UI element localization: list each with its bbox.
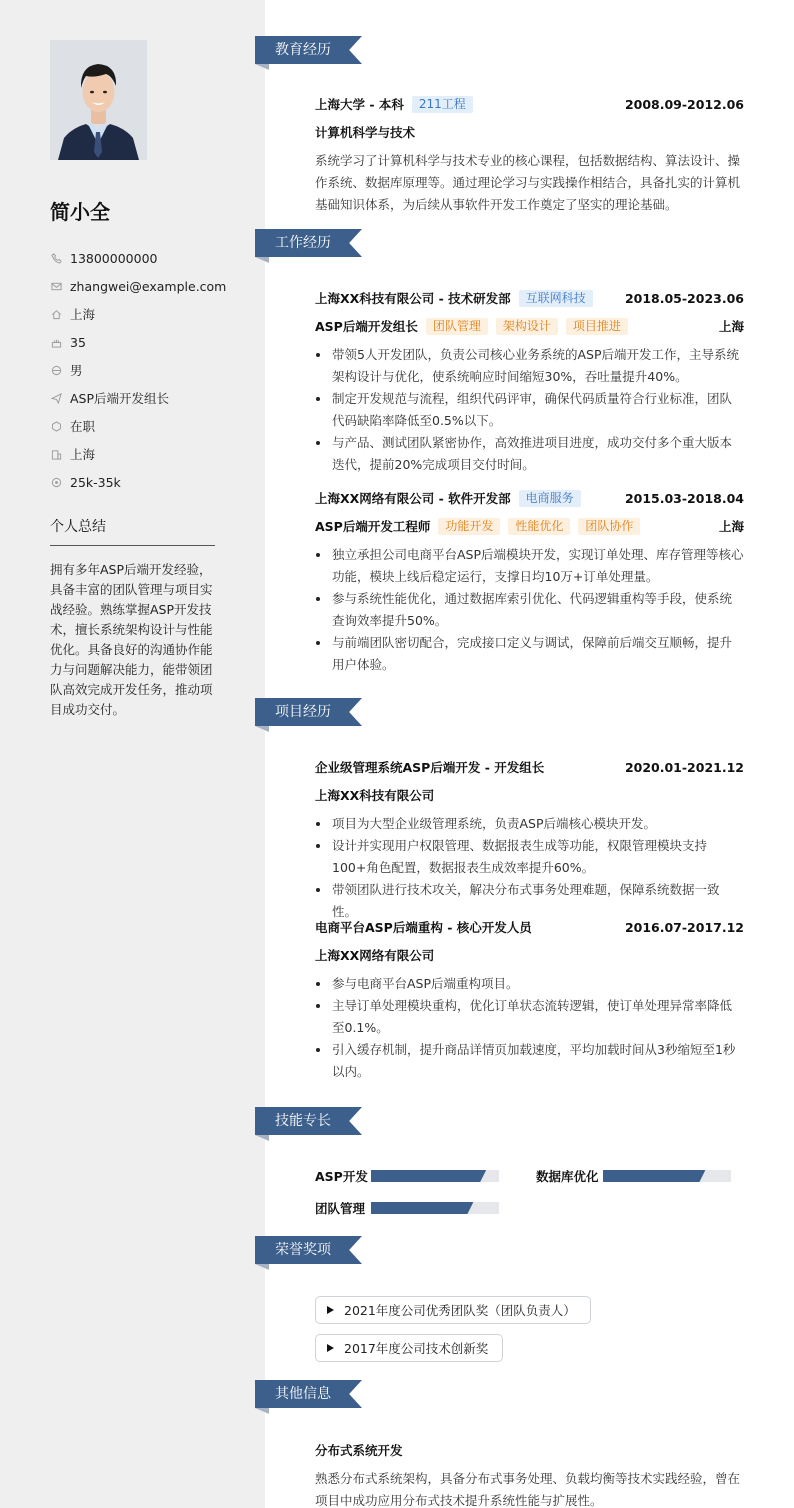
project-title: 企业级管理系统ASP后端开发 - 开发组长 (315, 760, 545, 775)
project-date: 2016.07-2017.12 (624, 919, 744, 935)
section-title: 其他信息 (275, 1386, 331, 1402)
skill-name: 团队管理 (315, 1201, 366, 1216)
main-content (265, 0, 794, 1508)
info-salary-text: 25k-35k (70, 474, 121, 490)
home-icon (50, 308, 62, 320)
work-skill-tag: 项目推进 (566, 318, 628, 335)
project-bullet: 引入缓存机制，提升商品详情页加载速度，平均加载时间从3秒缩短至1秒以内。 (315, 1039, 744, 1083)
city-icon (50, 448, 62, 460)
work-date: 2018.05-2023.06 (624, 290, 744, 306)
work-skill-tag: 团队协作 (578, 518, 640, 535)
summary-title: 个人总结 (50, 516, 215, 546)
education-desc: 系统学习了计算机科学与技术专业的核心课程，包括数据结构、算法设计、操作系统、数据库原理等。通过理论学习与实践操作相结合，具备扎实的计算机基础知识体系，为后续从事软件开发工作奠定了坚实的理论基础。 (315, 153, 741, 212)
project-bullet: 设计并实现用户权限管理、数据报表生成等功能，权限管理模块支持100+角色配置，数据报表生成效率提升60%。 (315, 835, 744, 879)
project-title: 电商平台ASP后端重构 - 核心开发人员 (315, 920, 532, 935)
work-date: 2015.03-2018.04 (624, 490, 744, 506)
project-bullets (315, 973, 744, 1083)
skill-item (315, 1168, 499, 1184)
education-major: 计算机科学与技术 (315, 125, 416, 140)
education-date: 2008.09-2012.06 (624, 96, 744, 112)
work-company: 上海XX网络有限公司 - 软件开发部 (315, 491, 511, 506)
work-skill-tag: 团队管理 (426, 318, 488, 335)
education-tag: 211工程 (412, 96, 473, 113)
info-city-text: 上海 (70, 447, 96, 462)
work-role: ASP后端开发组长 (315, 319, 418, 334)
project-company: 上海XX科技有限公司 (315, 788, 435, 803)
other-desc: 熟悉分布式系统架构，具备分布式事务处理、负载均衡等技术实践经验，曾在项目中成功应用分布式技术提升系统性能与扩展性。 (315, 1471, 741, 1508)
work-bullet: 制定开发规范与流程，组织代码评审，确保代码质量符合行业标准，团队代码缺陷率降低至0.5%以下。 (315, 388, 744, 432)
skill-item (536, 1168, 731, 1184)
work-item (315, 484, 744, 676)
section-title: 技能专长 (275, 1113, 331, 1129)
work-item (315, 284, 744, 476)
section-title: 荣誉奖项 (275, 1242, 331, 1258)
section-title: 教育经历 (275, 42, 331, 58)
work-bullets (315, 544, 744, 676)
info-status-text: 在职 (70, 419, 96, 434)
section-title: 工作经历 (275, 235, 331, 251)
info-age (50, 328, 240, 356)
project-bullets (315, 813, 744, 923)
section-title: 项目经历 (275, 704, 331, 720)
skill-bar-fill (371, 1202, 473, 1214)
award-text: 2021年度公司优秀团队奖（团队负责人） (344, 1303, 576, 1318)
work-bullet: 参与系统性能优化，通过数据库索引优化、代码逻辑重构等手段，使系统查询效率提升50%。 (315, 588, 744, 632)
profile-photo (50, 40, 147, 160)
skill-name: ASP开发 (315, 1169, 368, 1184)
skill-bar-fill (603, 1170, 705, 1182)
work-bullets (315, 344, 744, 476)
award-text: 2017年度公司技术创新奖 (344, 1341, 489, 1356)
work-bullet: 与产品、测试团队紧密协作，高效推进项目进度，成功交付多个重大版本迭代，提前20%完成项目交付时间。 (315, 432, 744, 476)
info-email-text: zhangwei@example.com (70, 278, 227, 294)
info-salary (50, 468, 240, 496)
info-city (50, 440, 240, 468)
contact-info-list (50, 244, 240, 496)
award-item[interactable] (315, 1296, 591, 1324)
skill-bar (603, 1170, 731, 1182)
phone-icon (50, 252, 62, 264)
work-company: 上海XX科技有限公司 - 技术研发部 (315, 291, 511, 306)
caret-right-icon (327, 1344, 334, 1352)
work-skill-tag: 性能优化 (508, 518, 570, 535)
info-home-text: 上海 (70, 307, 96, 322)
work-bullet: 与前端团队密切配合，完成接口定义与调试，保障前后端交互顺畅，提升用户体验。 (315, 632, 744, 676)
info-email (50, 272, 240, 300)
education-school: 上海大学 - 本科 (315, 97, 404, 112)
work-skill-tag: 架构设计 (496, 318, 558, 335)
work-role: ASP后端开发工程师 (315, 519, 431, 534)
salary-icon (50, 476, 62, 488)
skill-bar (371, 1170, 499, 1182)
work-bullet: 带领5人开发团队，负责公司核心业务系统的ASP后端开发工作，主导系统架构设计与优化，使系统响应时间缩短30%，吞吐量提升40%。 (315, 344, 744, 388)
info-age-text: 35 (70, 334, 86, 350)
gender-icon (50, 364, 62, 376)
email-icon (50, 280, 62, 292)
project-item (315, 753, 744, 923)
info-gender (50, 356, 240, 384)
info-position-text: ASP后端开发组长 (70, 391, 170, 406)
award-item[interactable] (315, 1334, 503, 1362)
skill-bar-fill (371, 1170, 486, 1182)
project-bullet: 参与电商平台ASP后端重构项目。 (315, 973, 744, 995)
project-bullet: 带领团队进行技术攻关，解决分布式事务处理难题，保障系统数据一致性。 (315, 879, 744, 923)
info-gender-text: 男 (70, 363, 83, 378)
info-position (50, 384, 240, 412)
sidebar (0, 0, 265, 1508)
summary-text: 拥有多年ASP后端开发经验，具备丰富的团队管理与项目实战经验。熟练掌握ASP开发技术，擅长系统架构设计与性能优化。具备良好的沟通协作能力与问题解决能力，能带领团队高效完成开发任务，推动项目成功交付。 (50, 562, 213, 717)
project-item (315, 913, 744, 1083)
info-phone-text: 13800000000 (70, 250, 158, 266)
status-icon (50, 420, 62, 432)
skill-item (315, 1200, 499, 1216)
other-block (315, 1436, 744, 1508)
age-icon (50, 336, 62, 348)
other-title: 分布式系统开发 (315, 1443, 403, 1458)
project-bullet: 主导订单处理模块重构，优化订单状态流转逻辑，使订单处理异常率降低至0.1%。 (315, 995, 744, 1039)
profile-name: 简小全 (50, 200, 110, 224)
work-city: 上海 (718, 519, 744, 534)
work-skill-tag: 功能开发 (438, 518, 500, 535)
work-city: 上海 (718, 319, 744, 334)
skill-name: 数据库优化 (536, 1169, 599, 1184)
info-home (50, 300, 240, 328)
info-phone (50, 244, 240, 272)
work-bullet: 独立承担公司电商平台ASP后端模块开发，实现订单处理、库存管理等核心功能，模块上线后稳定运行，支撑日均10万+订单处理量。 (315, 544, 744, 588)
work-industry-tag: 互联网科技 (519, 290, 593, 307)
caret-right-icon (327, 1306, 334, 1314)
work-industry-tag: 电商服务 (519, 490, 581, 507)
project-bullet: 项目为大型企业级管理系统，负责ASP后端核心模块开发。 (315, 813, 744, 835)
info-status (50, 412, 240, 440)
education-block (315, 90, 744, 216)
position-icon (50, 392, 62, 404)
project-company: 上海XX网络有限公司 (315, 948, 435, 963)
skill-bar (371, 1202, 499, 1214)
project-date: 2020.01-2021.12 (624, 759, 744, 775)
